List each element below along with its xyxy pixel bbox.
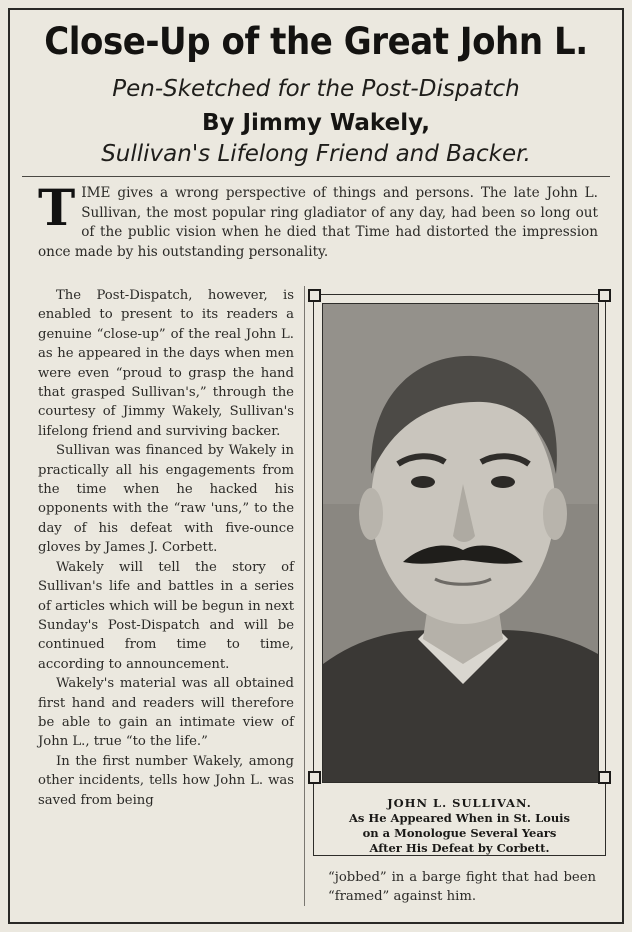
paragraph-1: The Post-Dispatch, however, is enabled to present to its readers a genuine “close-up” of the real John L. as he appeared in the days when men were even “proud to grasp the hand that grasped Sullivan's,” through the courtesy of Jimmy Wakely, Sullivan's lifelong friend and surviving backer. (38, 288, 294, 439)
portrait-illustration (323, 304, 598, 782)
header-rule (22, 176, 610, 177)
corner-ornament-br (598, 771, 611, 784)
corner-ornament-tr (598, 289, 611, 302)
caption-line-1: As He Appeared When in St. Louis (348, 811, 571, 825)
left-column (38, 286, 294, 810)
paragraph-2: Sullivan was financed by Wakely in practically all his engagements from the time when he hacked his opponents with the “raw 'uns,” to the day of his defeat with five-ounce gloves by James J. Corbett. (38, 443, 294, 556)
portrait-frame (313, 294, 606, 856)
caption-line-2: on a Monologue Several Years (362, 826, 557, 840)
subhead-friend: Sullivan's Lifelong Friend and Backer. (101, 141, 531, 167)
caption-name: JOHN L. SULLIVAN. (387, 796, 532, 810)
right-column-continuation (328, 868, 596, 907)
headline: Close-Up of the Great John L. (44, 20, 588, 63)
paragraph-5: In the first number Wakely, among other incidents, tells how John L. was saved from being (38, 753, 294, 808)
subhead-pen-sketched: Pen-Sketched for the Post-Dispatch (112, 76, 520, 102)
portrait-photo (322, 303, 599, 783)
drop-cap: T (38, 178, 76, 237)
portrait-caption (313, 796, 606, 856)
caption-line-3: After His Defeat by Corbett. (369, 841, 550, 855)
column-divider (304, 286, 305, 906)
intro-paragraph (38, 178, 598, 262)
continuation-text: “jobbed” in a barge fight that had been “framed” against him. (328, 870, 596, 905)
subhead-byline: By Jimmy Wakely, (201, 110, 431, 136)
paragraph-4: Wakely's material was all obtained first hand and readers will therefore be able to gain an intimate view of John L., true “to the life.” (38, 676, 294, 750)
intro-text: IME gives a wrong perspective of things and persons. The late John L. Sullivan, the most popular ring gladiator of any day, had been so long out of the public vision when he died that Time had distorted the impression once made by his outstanding personality. (38, 185, 598, 260)
corner-ornament-bl (308, 771, 321, 784)
corner-ornament-tl (308, 289, 321, 302)
paragraph-3: Wakely will tell the story of Sullivan's life and battles in a series of articles which will be begun in next Sunday's Post-Dispatch and will be continued from time to time, according to announcement. (38, 559, 294, 672)
